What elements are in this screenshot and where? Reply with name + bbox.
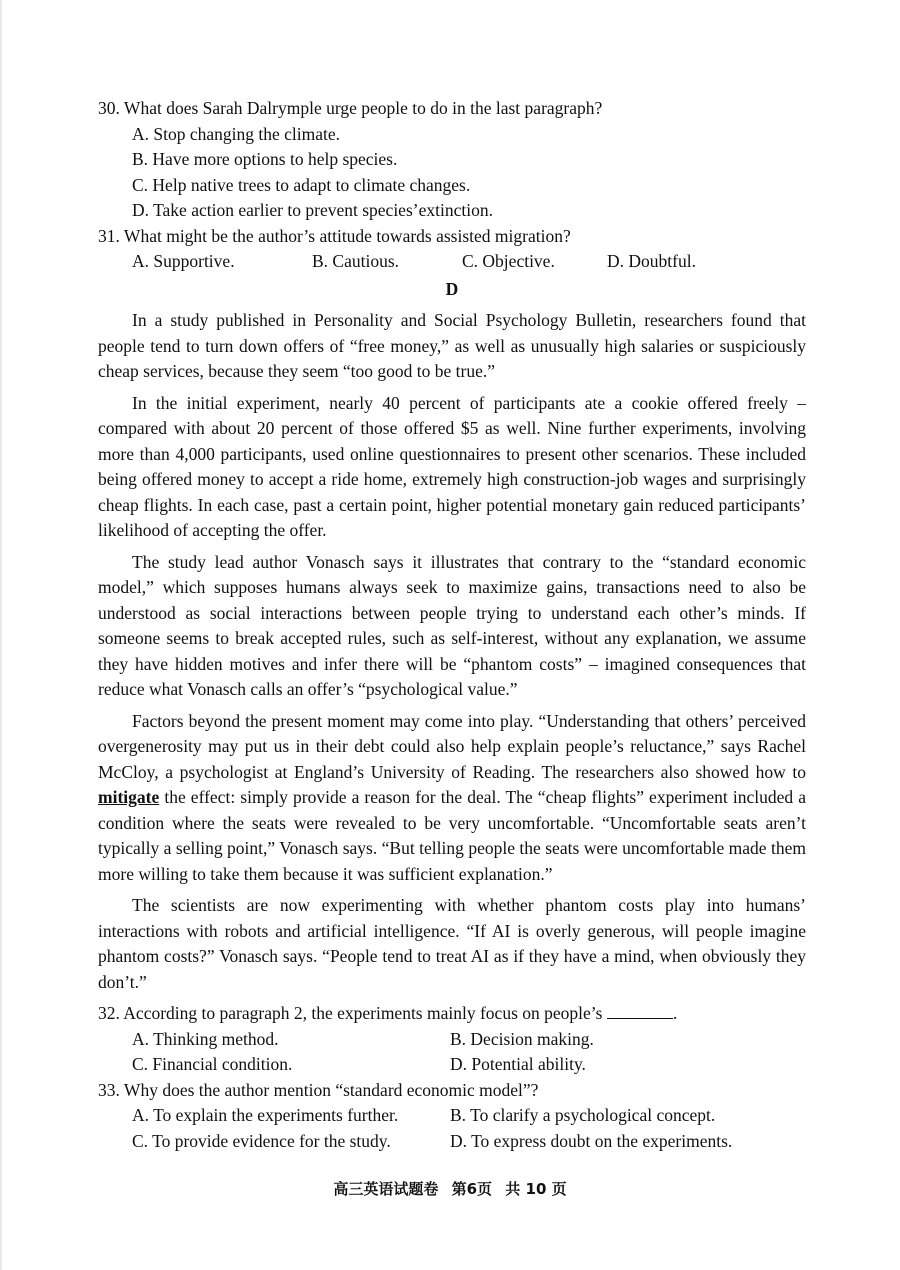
- page-footer: [0, 1177, 900, 1203]
- question-30: [98, 96, 806, 224]
- question-32-option-d: D. Potential ability.: [450, 1054, 586, 1074]
- question-33-stem: 33. Why does the author mention “standard economic model”?: [98, 1079, 539, 1100]
- paragraph-4-text-end: the effect: simply provide a reason for the deal. The “cheap flights” experiment included a condition where the seats were revealed to be very uncomfortable. “Uncomfortable seats aren’t typically a selling point,” Vonasch says. “But telling people the seats were uncomfortable made them more willing to take them because it was sufficient explanation.”: [98, 787, 806, 884]
- passage-paragraph-4: [98, 709, 806, 888]
- question-30-option-d: D. Take action earlier to prevent species’extinction.: [132, 200, 493, 220]
- passage-paragraph-5: The scientists are now experimenting with whether phantom costs play into humans’ interactions with robots and artificial intelligence. “If AI is overly generous, will people imagine phantom costs?” Vonasch says. “People tend to treat AI as if they have a mind, when obviously they don’t.”: [98, 895, 806, 992]
- question-33: [98, 1078, 806, 1155]
- question-32-stem-text: 32. According to paragraph 2, the experiments mainly focus on people’s: [98, 1003, 603, 1023]
- question-30-option-b: B. Have more options to help species.: [132, 149, 398, 169]
- question-33-option-b: B. To clarify a psychological concept.: [450, 1105, 716, 1125]
- paragraph-4-text-start: Factors beyond the present moment may come into play. “Understanding that others’ perceived overgenerosity may put us in their debt could also help explain people’s reluctance,” says Rachel McCloy, a psychologist at England’s University of Reading. The researchers also showed how to: [98, 710, 806, 782]
- footer-page-number: 第6页: [451, 1180, 493, 1198]
- question-31-options: [98, 249, 806, 275]
- passage-paragraph-3: The study lead author Vonasch says it illustrates that contrary to the “standard economic model,” which supposes humans always seek to maximize gains, transactions need to also be understood as social interactions between people trying to understand each other’s minds. If someone seems to break accepted rules, such as self-interest, without any explanation, we assume they have hidden motives and infer there will be “phantom costs” – imagined consequences that reduce what Vonasch calls an offer’s “psychological value.”: [98, 551, 806, 699]
- answer-blank: [607, 1002, 673, 1019]
- question-32-stem-end: .: [672, 1003, 678, 1023]
- question-32: [98, 1001, 806, 1078]
- passage-paragraph-1: In a study published in Personality and Social Psychology Bulletin, researchers found that people tend to turn down offers of “free money,” as well as unusually high salaries or suspiciously cheap services, because they seem “too good to be true.”: [98, 310, 806, 381]
- question-31-option-d: D. Doubtful.: [607, 251, 696, 271]
- question-32-stem: [98, 1001, 806, 1027]
- question-31-stem: 31. What might be the author’s attitude towards assisted migration?: [98, 225, 571, 246]
- footer-total-pages: 共 10 页: [505, 1180, 567, 1198]
- question-32-option-a: A. Thinking method.: [132, 1028, 279, 1049]
- underlined-word: mitigate: [98, 787, 160, 807]
- question-33-option-d: D. To express doubt on the experiments.: [450, 1130, 733, 1151]
- question-32-options: [98, 1027, 806, 1078]
- section-heading: D: [445, 278, 459, 299]
- question-30-stem: 30. What does Sarah Dalrymple urge people to do in the last paragraph?: [98, 98, 603, 118]
- question-32-option-b: B. Decision making.: [450, 1028, 594, 1049]
- question-31-option-a: A. Supportive.: [132, 251, 235, 271]
- question-33-options: [98, 1103, 806, 1154]
- question-32-option-c: C. Financial condition.: [132, 1054, 293, 1074]
- question-31-option-b: B. Cautious.: [312, 251, 400, 271]
- left-page-edge: [0, 0, 2, 1270]
- passage-paragraph-2: In the initial experiment, nearly 40 percent of participants ate a cookie offered freely – compared with about 20 percent of those offered $5 as well. Nine further experiments, involving more than 4,000 participants, used online questionnaires to present other scenarios. These included being offered money to accept a ride home, extremely high construction-job wages and surprisingly cheap flights. In each case, past a certain point, higher potential monetary gain reduced participants’ likelihood of accepting the offer.: [98, 392, 806, 540]
- question-31: [98, 224, 806, 275]
- question-33-option-a: A. To explain the experiments further.: [132, 1105, 399, 1125]
- exam-page: [98, 96, 806, 1154]
- question-33-option-c: C. To provide evidence for the study.: [132, 1130, 391, 1151]
- reading-passage: [98, 308, 806, 995]
- question-31-option-c: C. Objective.: [462, 251, 555, 271]
- question-30-option-c: C. Help native trees to adapt to climate changes.: [132, 174, 471, 195]
- footer-title: 高三英语试题卷: [333, 1180, 439, 1198]
- question-30-option-a: A. Stop changing the climate.: [132, 123, 341, 144]
